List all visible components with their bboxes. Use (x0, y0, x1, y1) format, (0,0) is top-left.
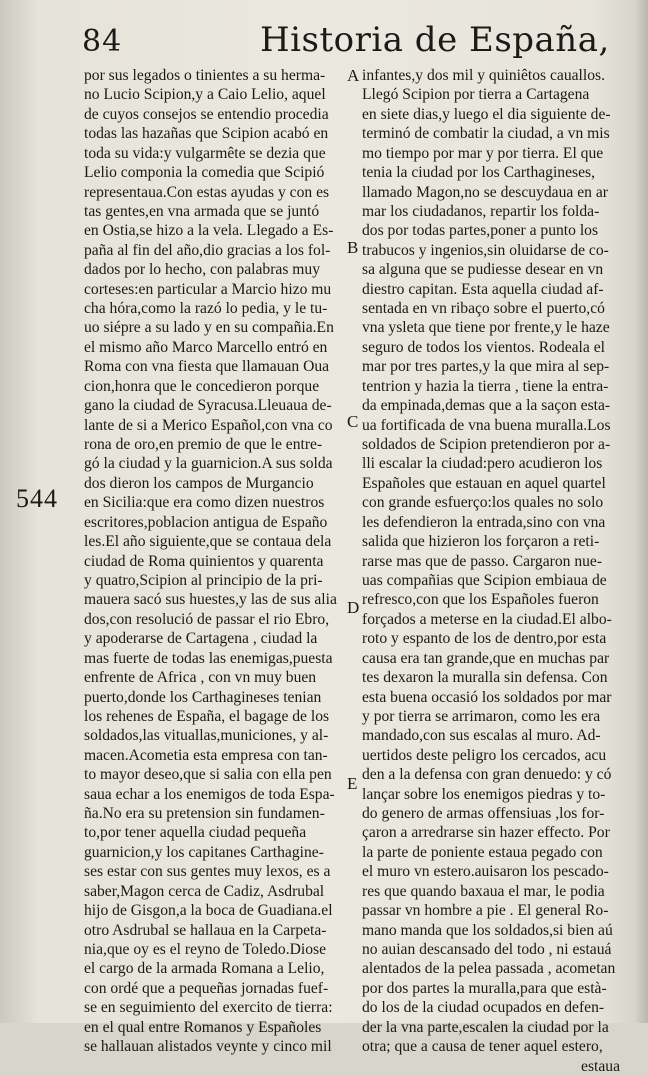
text-line: ña.No era su pretension sin fundamen- (84, 805, 325, 823)
page-header (60, 18, 620, 66)
text-line: el mismo año Marco Marcello entró en (84, 338, 328, 356)
text-line: mo tiempo por mar y por tierra. El que (362, 144, 604, 162)
text-line: y por tierra se arrimaron, como les era (362, 707, 601, 725)
text-line: nia,que oy es el reyno de Toledo.Diose (84, 940, 326, 958)
text-line: en Ostia,se hizo a la vela. Llegado a Es- (84, 222, 334, 240)
text-line: alentados de la pelea passada , acometan (362, 960, 616, 978)
text-line: se hallauan alistados veynte y cinco mil (84, 1038, 332, 1056)
text-line: por dos partes la muralla,para que està- (362, 979, 607, 997)
text-line: gó la ciudad y la guarnicion.A sus solda (84, 455, 333, 473)
text-line: y apoderarse de Cartagena , ciudad la (84, 630, 318, 648)
text-line: los rehenes de España, el bagage de los (84, 707, 330, 725)
text-line: dados por lo hecho, con palabras muy (84, 261, 321, 279)
text-line: den a la defensa con gran denuedo: y có (362, 766, 612, 784)
text-line: con ordé que a pequeñas jornadas fuef- (84, 979, 329, 997)
text-line: escritores,poblacion antigua de Españo (84, 513, 328, 531)
text-line: llamado Magon,no se descuydaua en ar (362, 183, 608, 201)
text-line: en el qual entre Romanos y Españoles (84, 1018, 322, 1036)
text-line: tenia la ciudad por los Carthagineses, (362, 164, 595, 182)
text-line: mar por tres partes,y la que mira al sep- (362, 358, 610, 376)
text-line: tas gentes,en vna armada que se juntó (84, 202, 320, 220)
text-line: ciudad de Roma quinientos y quarenta (84, 552, 324, 570)
text-line: vna ysleta que tiene por frente,y le haze (362, 319, 610, 337)
text-line: en siete dias,y luego el dia siguiente de- (362, 105, 611, 123)
text-line: gano la ciudad de Syracusa.Lleuaua de- (84, 397, 332, 415)
text-line: lante de si a Merico Español,con vna co (84, 416, 333, 434)
margin-year-note: 544 (16, 484, 58, 513)
text-line: da empinada,demas que a la saçon esta- (362, 397, 611, 415)
text-line: tentrion y hazia la tierra , tiene la entra- (362, 377, 609, 395)
text-line: do los de la ciudad ocupados en defen- (362, 999, 605, 1017)
text-line: saua echar a los enemigos de toda Espa- (84, 785, 335, 803)
text-line: les.El año siguiente,que se contaua dela (84, 533, 332, 551)
text-line: esta buena occasió los soldados por mar (362, 688, 612, 706)
section-marker-b: B (347, 238, 359, 257)
text-line: res que quando baxaua el mar, le podia (362, 882, 605, 900)
text-line: çaron a arredrarse sin hazer effecto. Por (362, 824, 610, 842)
text-line: el muro vn estero.auisaron los pescado- (362, 863, 609, 881)
text-line: mano manda que los soldados,si bien aú (362, 921, 613, 939)
text-line: soldados de Scipion pretendieron por a- (362, 436, 611, 454)
text-line: todas las hazañas que Scipion acabó en (84, 125, 329, 143)
section-marker-c: C (347, 412, 359, 431)
text-line: forçados a meterse en la ciudad.El albo- (362, 610, 612, 628)
text-line: por sus legados o tinientes a su herma- (84, 67, 326, 84)
text-line: uertidos deste peligro los cercados, acu (362, 746, 607, 764)
text-line: seguro de todos los vientos. Rodeala el (362, 338, 605, 356)
text-line: tes dexaron la muralla sin defensa. Con (362, 669, 608, 687)
text-line: lançar sobre los enemigos piedras y to- (362, 785, 606, 803)
text-line: uas compañias que Scipion embiaua de (362, 571, 607, 589)
text-line: cion,honra que le concedieron porque (84, 377, 320, 395)
text-line: macen.Acometia esta empresa con tan- (84, 746, 328, 764)
text-line: uo siépre a su lado y en su compañia.En (84, 319, 334, 337)
text-line: to mayor deseo,que si salia con ella pen (84, 766, 332, 784)
text-line: ua fortificada de vna buena muralla.Los (362, 416, 611, 434)
text-line: representaua.Con estas ayudas y con es (84, 183, 330, 201)
text-line: enfrente de Africa , con vn muy buen (84, 669, 317, 687)
text-line: terminó de combatir la ciudad, a vn mis (362, 125, 610, 143)
text-line: y quatro,Scipion al principio de la pri- (84, 571, 323, 589)
text-line: otro Asdrubal se hallaua en la Carpeta- (84, 921, 327, 939)
binding-shadow (634, 0, 648, 1023)
text-line: de cuyos consejos se entendio procedia (84, 105, 329, 123)
page-number: 84 (82, 24, 123, 59)
text-line: rarse mas que de passo. Cargaron nue- (362, 552, 603, 570)
text-line: Roma con vna fiesta que llamauan Oua (84, 358, 330, 376)
text-line: trabucos y ingenios,sin oluidarse de co- (362, 241, 609, 259)
text-line: lli escalar la ciudad:pero acudieron los (362, 455, 603, 473)
text-line: mandado,con sus escalas al muro. Ad- (362, 727, 601, 745)
text-line: el cargo de la armada Romana a Lelio, (84, 960, 325, 978)
text-line: roto y espanto de los de dentro,por esta (362, 630, 607, 648)
text-line: infantes,y dos mil y quiniêtos cauallos. (362, 67, 605, 84)
text-line: no Lucio Scipion,y a Caio Lelio, aquel (84, 86, 326, 104)
text-line: Lelio componia la comedia que Scipió (84, 164, 325, 182)
text-line: salida que hizieron los forçaron a reti- (362, 533, 600, 551)
text-line: passar vn hombre a pie . El general Ro- (362, 902, 609, 920)
text-line: en Sicilia:que era como dizen nuestros (84, 494, 325, 512)
text-line: Españoles que estauan en aquel quartel (362, 474, 606, 492)
text-line: dos,con resolució de passar el rio Ebro, (84, 610, 330, 628)
text-line: sa alguna que se pudiesse desear en vn (362, 261, 604, 279)
running-title: Historia de España, (260, 20, 610, 60)
text-line: toda su vida:y vulgarmête se dezia que (84, 144, 326, 162)
left-text-column (84, 66, 348, 1057)
text-line: sentada en vn ribaço sobre el puerto,có (362, 300, 605, 318)
text-line: les defendieron la entrada,sino con vna (362, 513, 606, 531)
right-text-column (362, 66, 624, 1076)
text-line: no auian descansado del todo , ni estauá (362, 940, 612, 958)
text-line: cha hóra,como la razó lo pedia, y le tu- (84, 300, 328, 318)
text-line: causa era tan grande,que en muchas par (362, 649, 610, 667)
text-line: mauera sacó sus huestes,y las de sus alia (84, 591, 337, 609)
text-line: con grande esfuerço:los quales no solo (362, 494, 604, 512)
text-line: dos dieron los campos de Murgancio (84, 474, 314, 492)
text-line: se en seguimiento del exercito de tierra: (84, 999, 333, 1017)
text-line: paña al fin del año,dio gracias a los fol- (84, 241, 331, 259)
text-line: soldados,las vituallas,municiones, y al- (84, 727, 329, 745)
text-line: puerto,donde los Carthagineses tenian (84, 688, 322, 706)
catchword: estaua (581, 1057, 620, 1075)
text-line: to,por tener aquella ciudad pequeña (84, 824, 307, 842)
section-marker-d: D (347, 598, 360, 617)
section-marker-a: A (347, 66, 360, 85)
text-line: ses estar con sus gentes muy lexos, es a (84, 863, 331, 881)
text-line: mar los ciudadanos, repartir los folda- (362, 202, 600, 220)
text-line: guarnicion,y los capitanes Carthagine- (84, 843, 324, 861)
text-line: corteses:en particular a Marcio hizo mu (84, 280, 332, 298)
text-line: otra; que a causa de tener aquel estero, (362, 1038, 603, 1056)
text-line: diestro capitan. Esta aquella ciudad af- (362, 280, 604, 298)
section-marker-e: E (347, 774, 358, 793)
text-line: mas fuerte de todas las enemigas,puesta (84, 649, 333, 667)
text-line: la parte de poniente estaua pegado con (362, 843, 603, 861)
text-line: saber,Magon cerca de Cadiz, Asdrubal (84, 882, 325, 900)
text-line: rona de oro,en premio de que le entre- (84, 436, 323, 454)
text-line: do genero de armas offensiuas ,los for- (362, 805, 605, 823)
text-line: Llegó Scipion por tierra a Cartagena (362, 86, 590, 104)
text-line: hijo de Gisgon,a la boca de Guadiana.el (84, 902, 333, 920)
text-line: refresco,con que los Españoles fueron (362, 591, 599, 609)
text-line: dos por todas partes,poner a punto los (362, 222, 599, 240)
text-line: der la vna parte,escalen la ciudad por la (362, 1018, 609, 1036)
